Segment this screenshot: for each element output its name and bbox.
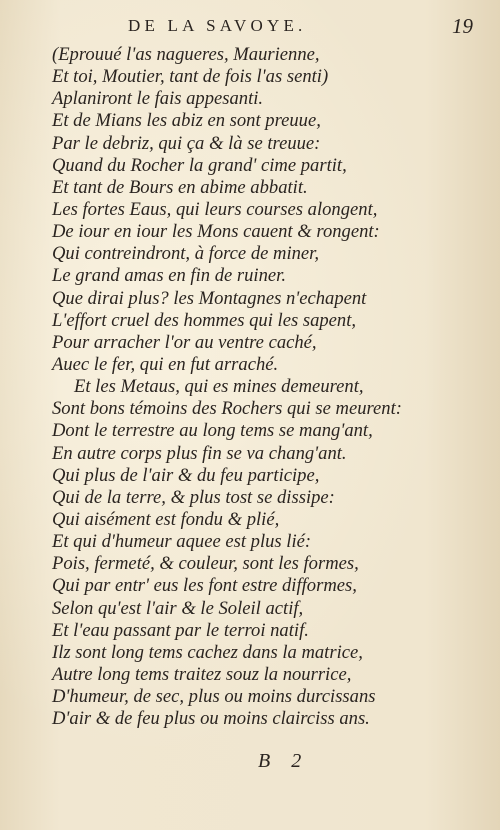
verse-line: Et tant de Bours en abime abbatit. bbox=[52, 176, 308, 198]
verse-line: Autre long tems traitez souz la nourrice, bbox=[52, 663, 352, 685]
verse-line: Aplaniront le fais appesanti. bbox=[52, 88, 264, 110]
verse-line: D'humeur, de sec, plus ou moins durcissans bbox=[52, 686, 376, 708]
verse-line: Qui de la terre, & plus tost se dissipe: bbox=[52, 486, 335, 508]
verse-line: De iour en iour les Mons cauent & rongent: bbox=[52, 221, 380, 243]
verse-line: En autre corps plus fin se va chang'ant. bbox=[52, 442, 347, 464]
verse-line: Et toi, Moutier, tant de fois l'as senti) bbox=[52, 66, 329, 88]
verse-line: Selon qu'est l'air & le Soleil actif, bbox=[52, 597, 304, 619]
verse-line: L'effort cruel des hommes qui les sapent, bbox=[52, 309, 357, 331]
verse-line: Qui par entr' eus les font estre difformes, bbox=[52, 575, 357, 597]
verse-line: Pour arracher l'or au ventre caché, bbox=[52, 331, 317, 353]
verse-line: Et les Metaus, qui es mines demeurent, bbox=[74, 376, 364, 398]
verse-line: Que dirai plus? les Montagnes n'echapent bbox=[52, 287, 367, 309]
verse-line: Et l'eau passant par le terroi natif. bbox=[52, 619, 309, 641]
verse-line: Pois, fermeté, & couleur, sont les formes, bbox=[52, 553, 359, 575]
signature-mark: B 2 bbox=[258, 750, 310, 772]
verse-line: Qui plus de l'air & du feu participe, bbox=[52, 464, 320, 486]
verse-line: Les fortes Eaus, qui leurs courses alongent, bbox=[52, 198, 378, 220]
page-number: 19 bbox=[452, 14, 473, 38]
verse-line: Sont bons témoins des Rochers qui se meurent: bbox=[52, 398, 402, 420]
page-header bbox=[0, 12, 500, 42]
verse-line: Qui contreindront, à force de miner, bbox=[52, 243, 319, 265]
poem-text bbox=[52, 44, 492, 730]
verse-line: D'air & de feu plus ou moins clairciss ans. bbox=[52, 708, 370, 730]
verse-line: Dont le terrestre au long tems se mang'ant, bbox=[52, 420, 373, 442]
verse-line: Qui aisément est fondu & plié, bbox=[52, 508, 280, 530]
verse-line: Auec le fer, qui en fut arraché. bbox=[52, 353, 279, 375]
verse-line: Par le debriz, qui ça & là se treuue: bbox=[52, 132, 321, 154]
verse-line: Ilz sont long tems cachez dans la matrice, bbox=[52, 641, 363, 663]
running-title: DE LA SAVOYE. bbox=[128, 16, 307, 35]
verse-line: Quand du Rocher la grand' cime partit, bbox=[52, 154, 347, 176]
verse-line: Et qui d'humeur aquee est plus lié: bbox=[52, 531, 312, 553]
verse-line: Et de Mians les abiz en sont preuue, bbox=[52, 110, 321, 132]
verse-line: Le grand amas en fin de ruiner. bbox=[52, 265, 286, 287]
verse-line: (Eprouué l'as nagueres, Maurienne, bbox=[52, 44, 320, 65]
